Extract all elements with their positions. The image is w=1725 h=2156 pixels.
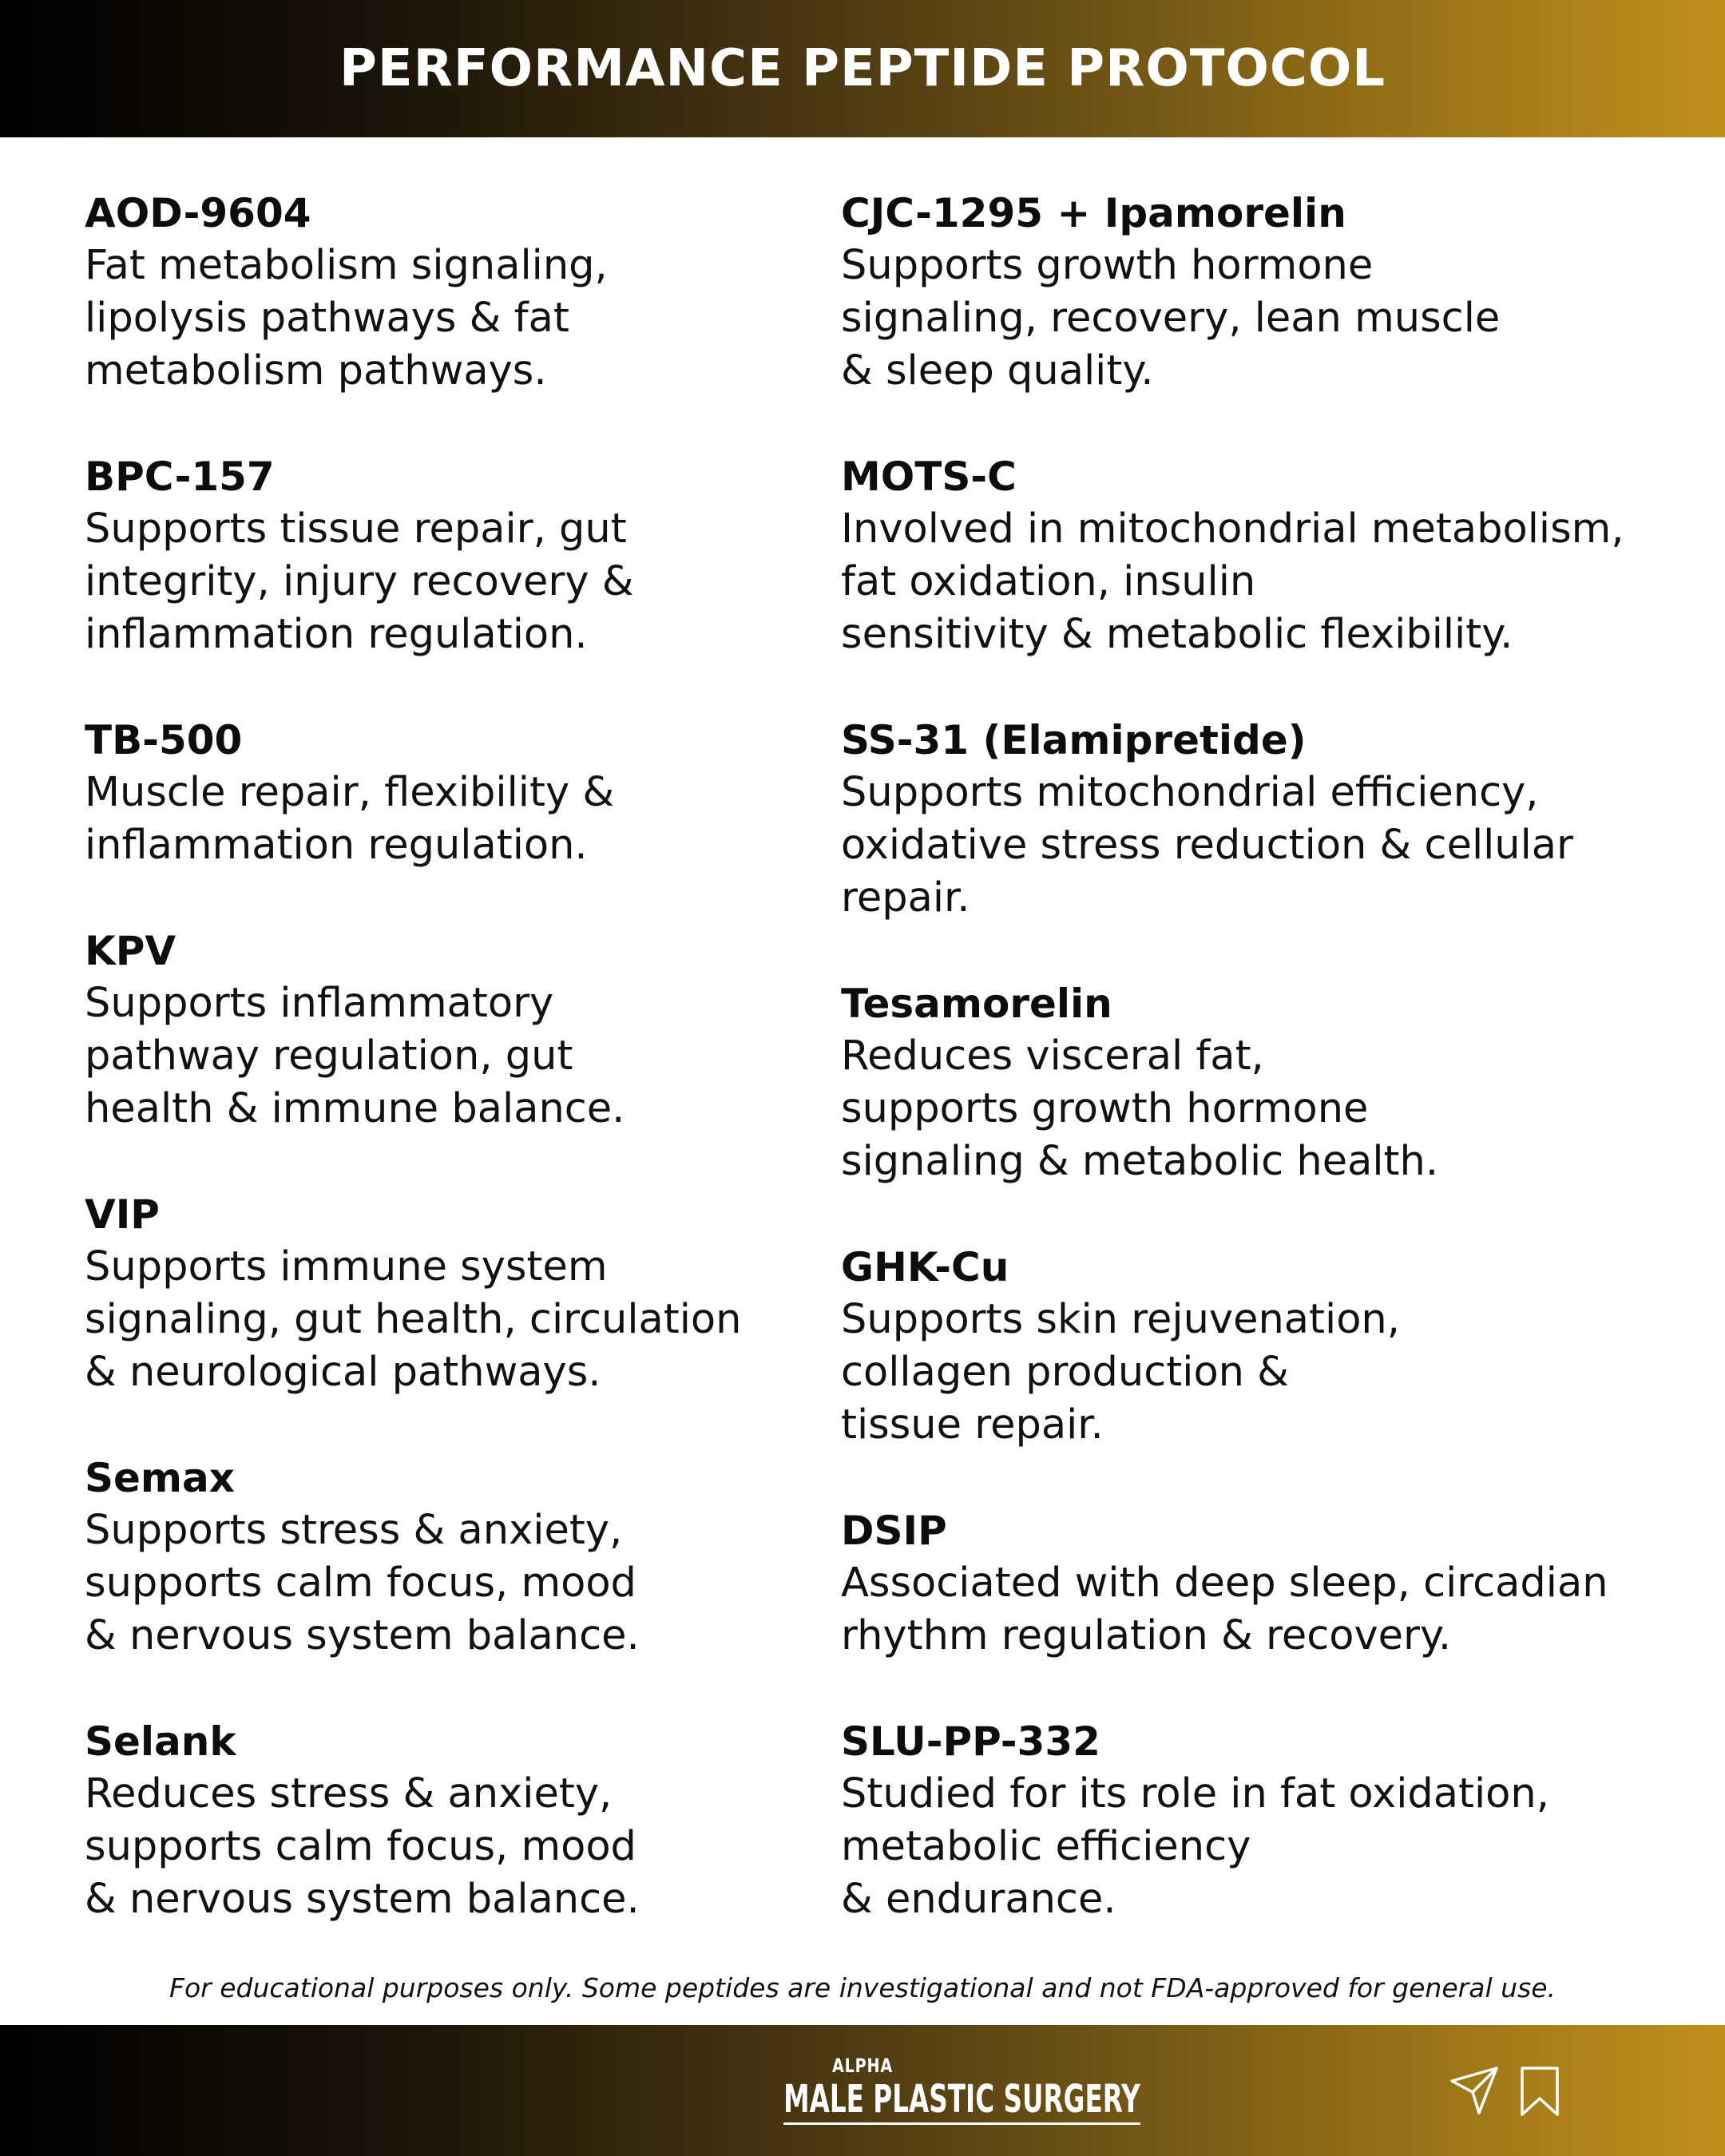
peptide-entry — [85, 714, 851, 872]
peptide-description-line: inflammation regulation. — [85, 822, 588, 869]
bookmark-icon[interactable] — [1517, 2063, 1573, 2119]
logo-main-text: MALE PLASTIC SURGERY — [783, 2078, 1140, 2125]
peptide-description-line: lipolysis pathways & fat — [85, 295, 569, 342]
peptide-entry — [85, 187, 851, 398]
peptide-name: SLU-PP-332 — [841, 1718, 1100, 1765]
peptide-entry — [85, 1452, 851, 1663]
peptide-description-line: repair. — [841, 874, 970, 921]
peptide-description-line: Supports tissue repair, gut — [85, 505, 627, 553]
peptide-name: TB-500 — [85, 717, 243, 763]
peptide-description-line: Involved in mitochondrial metabolism, — [841, 505, 1624, 553]
peptide-entry — [85, 1715, 851, 1926]
peptide-description-line: & neurological pathways. — [85, 1349, 601, 1396]
peptide-description-line: supports growth hormone — [841, 1085, 1369, 1132]
disclaimer-text: For educational purposes only. Some peptides are investigational and not FDA-approved for general use. — [169, 1972, 1556, 2003]
peptide-description-line: Supports immune system — [85, 1243, 608, 1290]
peptide-entry — [841, 450, 1703, 661]
peptide-name: CJC-1295 + Ipamorelin — [841, 190, 1346, 236]
peptide-name: KPV — [85, 928, 176, 974]
peptide-description-line: tissue repair. — [841, 1401, 1104, 1449]
peptide-name: AOD-9604 — [85, 190, 311, 236]
peptide-description-line: Supports mitochondrial efficiency, — [841, 769, 1539, 816]
peptide-description-line: Muscle repair, flexibility & — [85, 769, 615, 816]
peptide-entry — [85, 450, 851, 661]
peptide-description-line: collagen production & — [841, 1349, 1289, 1396]
peptide-description-line: fat oxidation, insulin — [841, 558, 1256, 605]
peptide-description-line: Associated with deep sleep, circadian — [841, 1560, 1608, 1607]
peptide-description-line: health & immune balance. — [85, 1085, 625, 1132]
peptide-name: Semax — [85, 1455, 236, 1501]
peptide-description-line: rhythm regulation & recovery. — [841, 1612, 1452, 1659]
peptide-entry — [85, 1188, 851, 1399]
peptide-description-line: Studied for its role in fat oxidation, — [841, 1770, 1549, 1817]
peptide-name: VIP — [85, 1191, 160, 1238]
peptide-description-line: signaling & metabolic health. — [841, 1138, 1439, 1185]
peptide-description-line: Supports skin rejuvenation, — [841, 1296, 1400, 1343]
peptide-name: SS-31 (Elamipretide) — [841, 717, 1307, 763]
peptide-description-line: Supports inflammatory — [85, 980, 554, 1027]
peptide-description-line: metabolic efficiency — [841, 1823, 1251, 1870]
peptide-entry — [841, 714, 1703, 925]
peptide-entry — [841, 187, 1703, 398]
peptide-description-line: signaling, recovery, lean muscle — [841, 295, 1501, 342]
peptide-entry — [841, 1241, 1703, 1452]
peptide-description-line: & nervous system balance. — [85, 1876, 640, 1923]
peptide-description-line: metabolism pathways. — [85, 347, 547, 394]
peptide-name: BPC-157 — [85, 454, 275, 500]
peptide-description-line: integrity, injury recovery & — [85, 558, 634, 605]
peptide-entry — [85, 925, 851, 1135]
peptide-name: Selank — [85, 1718, 236, 1765]
peptide-description-line: inflammation regulation. — [85, 611, 588, 658]
header-banner — [0, 0, 1725, 137]
peptide-description-line: Supports growth hormone — [841, 242, 1374, 289]
peptide-description-line: signaling, gut health, circulation — [85, 1296, 742, 1343]
peptide-description-line: Reduces stress & anxiety, — [85, 1770, 613, 1817]
brand-logo[interactable] — [700, 2054, 1140, 2125]
peptide-description-line: supports calm focus, mood — [85, 1823, 636, 1870]
peptide-description-line: supports calm focus, mood — [85, 1560, 636, 1607]
peptide-description-line: sensitivity & metabolic flexibility. — [841, 611, 1513, 658]
send-icon[interactable] — [1447, 2063, 1503, 2119]
peptide-entry — [841, 1715, 1703, 1926]
page-title: PERFORMANCE PEPTIDE PROTOCOL — [339, 39, 1386, 98]
peptide-description-line: & endurance. — [841, 1876, 1116, 1923]
peptide-name: GHK-Cu — [841, 1244, 1009, 1290]
peptide-description-line: & sleep quality. — [841, 347, 1154, 394]
peptide-description-line: Reduces visceral fat, — [841, 1032, 1264, 1080]
logo-small-text: ALPHA — [831, 2055, 894, 2077]
peptide-description-line: pathway regulation, gut — [85, 1032, 573, 1080]
peptide-entry — [841, 1504, 1703, 1663]
peptide-description-line: & nervous system balance. — [85, 1612, 640, 1659]
peptide-name: DSIP — [841, 1508, 947, 1554]
peptide-name: Tesamorelin — [841, 981, 1112, 1027]
peptide-description-line: Fat metabolism signaling, — [85, 242, 608, 289]
peptide-entry — [841, 977, 1703, 1188]
peptide-description-line: Supports stress & anxiety, — [85, 1507, 623, 1554]
peptide-name: MOTS-C — [841, 454, 1017, 500]
peptide-description-line: oxidative stress reduction & cellular — [841, 822, 1574, 869]
